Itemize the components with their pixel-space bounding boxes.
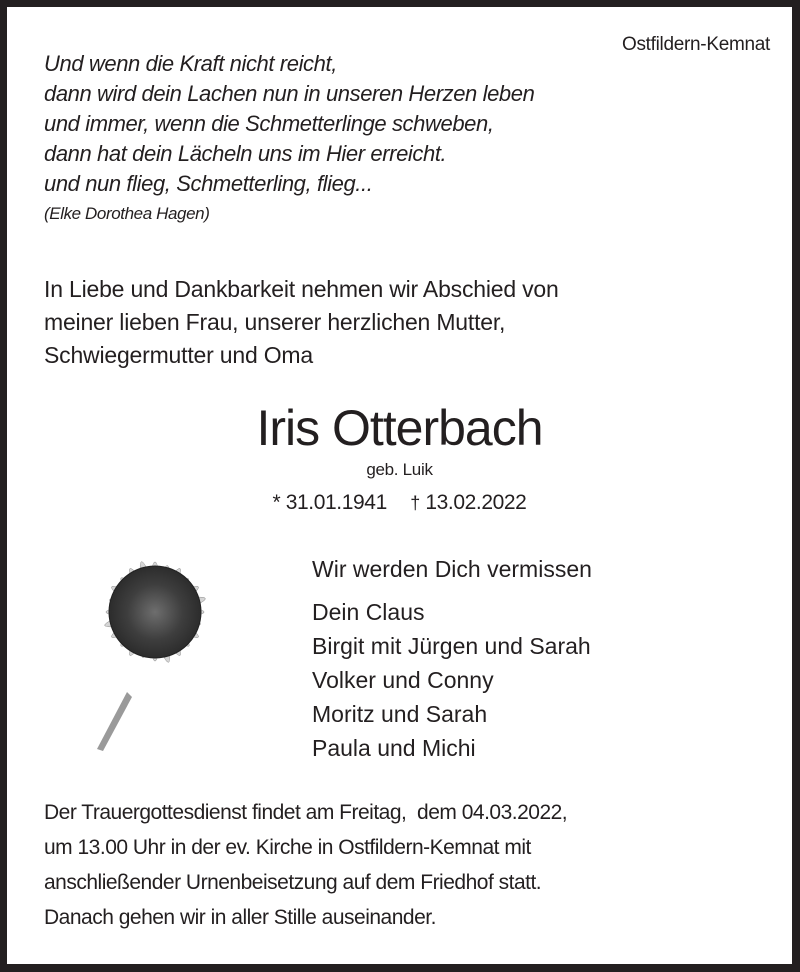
poem-line: dann wird dein Lachen nun in unseren Herzen leben (44, 81, 535, 106)
birth-star-icon: * (272, 491, 281, 514)
place-label: Ostfildern-Kemnat (621, 34, 770, 55)
maiden-name: geb. Luik (366, 460, 433, 479)
poem-line: und immer, wenn die Schmetterlinge schweben, (44, 111, 494, 136)
intro-text (44, 273, 559, 372)
deceased-name: Iris Otterbach (256, 400, 543, 456)
obituary-notice (7, 7, 792, 964)
birth-date: 31.01.1941 (285, 491, 387, 514)
service-line: Der Trauergottesdienst findet am Freitag, dem 04.03.2022, (44, 801, 568, 824)
service-info (44, 795, 567, 935)
mourner-name: Volker und Conny (312, 667, 494, 693)
mourners-list (312, 595, 591, 765)
poem-author: (Elke Dorothea Hagen) (44, 204, 210, 223)
death-cross-icon: † (410, 493, 420, 513)
poem-line: dann hat dein Lächeln uns im Hier erreicht. (44, 141, 447, 166)
poem-line: und nun flieg, Schmetterling, flieg... (44, 171, 373, 196)
service-line: Danach gehen wir in aller Stille auseinander. (44, 906, 436, 929)
death-date: 13.02.2022 (425, 491, 527, 514)
mourner-name: Paula und Michi (312, 735, 476, 761)
mourners-heading: Wir werden Dich vermissen (312, 556, 592, 582)
poem (44, 49, 534, 229)
poem-line: Und wenn die Kraft nicht reicht, (44, 51, 337, 76)
intro-line: In Liebe und Dankbarkeit nehmen wir Abschied von (44, 276, 559, 302)
mourner-name: Dein Claus (312, 599, 425, 625)
service-line: um 13.00 Uhr in der ev. Kirche in Ostfildern-Kemnat mit (44, 836, 531, 859)
intro-line: Schwiegermutter und Oma (44, 342, 313, 368)
intro-line: meiner lieben Frau, unserer herzlichen Mutter, (44, 309, 506, 335)
sunflower-icon (35, 507, 265, 752)
mourner-name: Moritz und Sarah (312, 701, 488, 727)
mourner-name: Birgit mit Jürgen und Sarah (312, 633, 591, 659)
service-line: anschließender Urnenbeisetzung auf dem Friedhof statt. (44, 871, 542, 894)
